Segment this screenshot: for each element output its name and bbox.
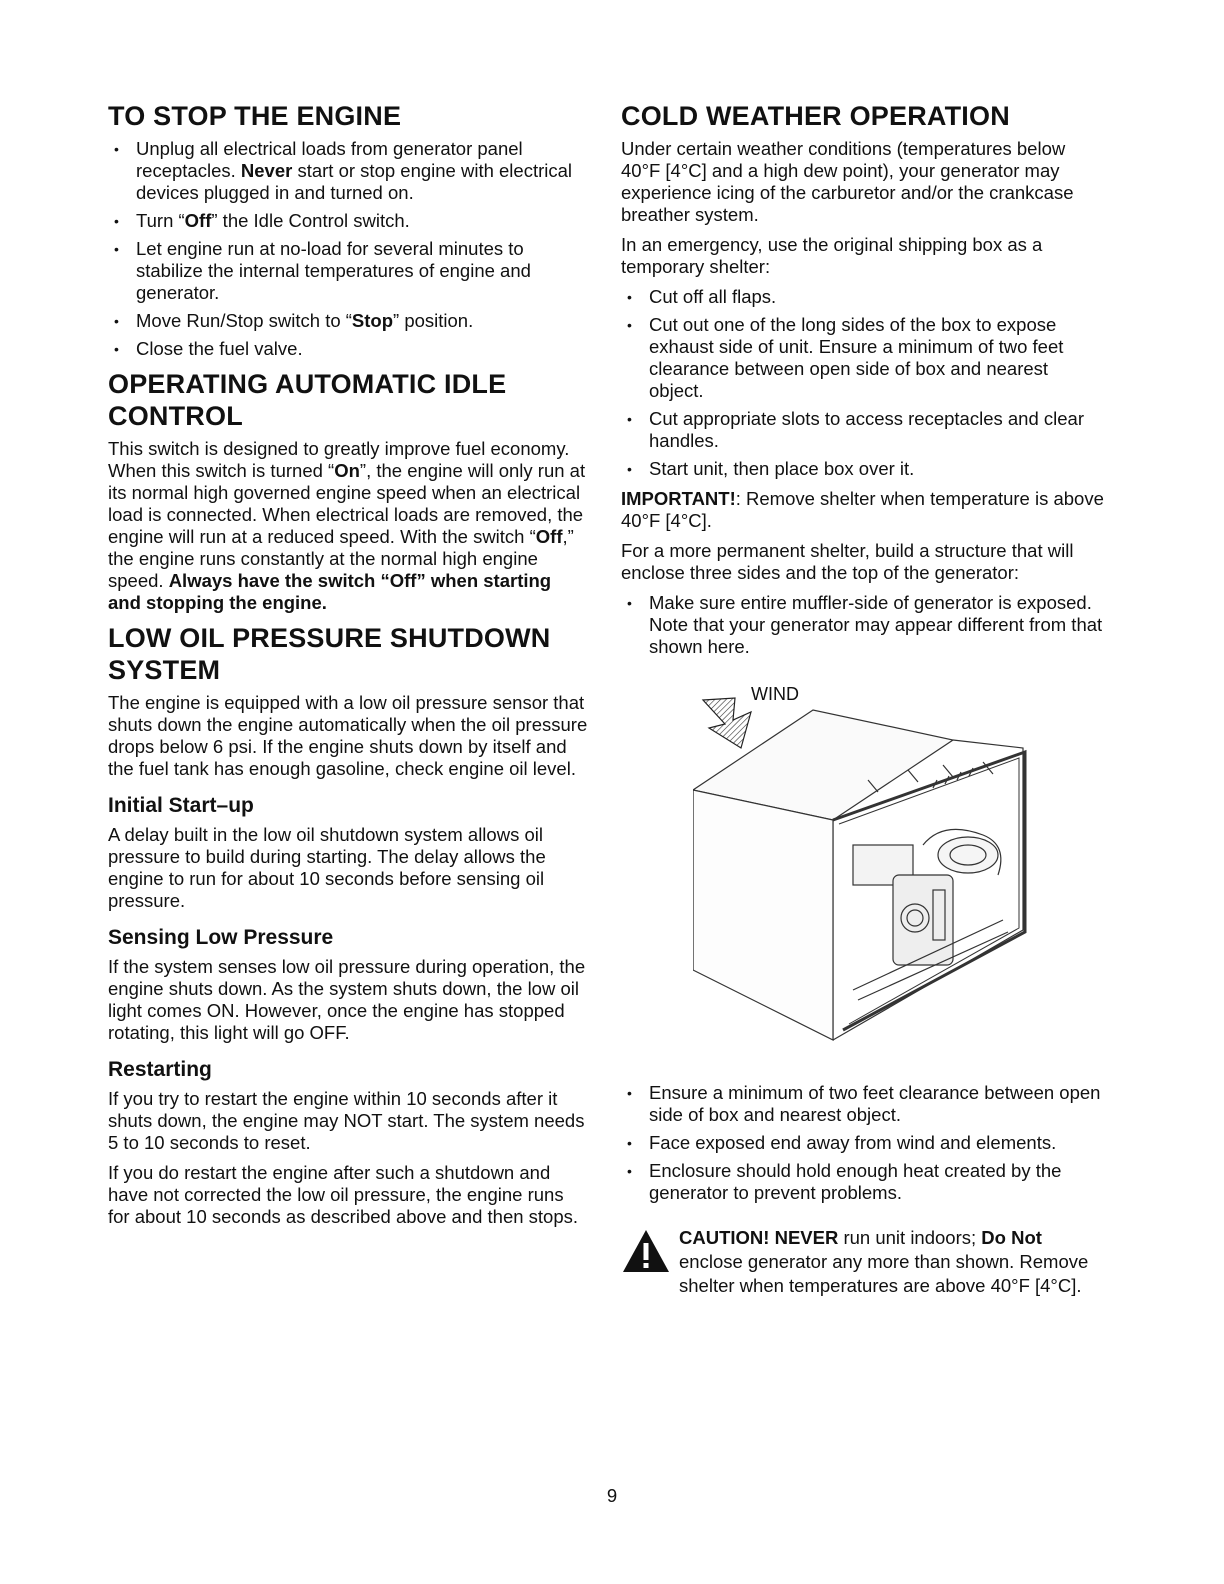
idle-control-paragraph: This switch is designed to greatly improve fuel economy. When this switch is turned “On”, the engine will only run at its normal high governed engine speed when an electrical load is connected. When electrical loads are removed, the engine will run at a reduced speed. With the switch “Off,” the engine runs constantly at the normal high engine speed. Always have the switch “Off” when starting and stopping the engine.: [108, 438, 586, 613]
cold-weather-intro-2: In an emergency, use the original shipping box as a temporary shelter:: [621, 234, 1043, 277]
restarting-paragraph-2: If you do restart the engine after such a shutdown and have not corrected the low oil pressure, the engine runs for about 10 seconds as described above and then stops.: [108, 1162, 579, 1227]
cold-weather-heading: COLD WEATHER OPERATION: [621, 101, 1010, 131]
restarting-paragraph-1: If you try to restart the engine within 10 seconds after it shuts down, the engine may NOT start. The system needs 5 to 10 seconds to reset.: [108, 1088, 585, 1153]
initial-startup-heading: Initial Start–up: [108, 794, 254, 817]
important-note: IMPORTANT!: Remove shelter when temperature is above 40°F [4°C].: [621, 488, 1104, 531]
right-column: [621, 100, 1106, 1298]
list-item: • Cut appropriate slots to access receptacles and clear handles.: [621, 408, 1106, 452]
permanent-shelter-list: [621, 592, 1106, 658]
page-number: 9: [606, 1485, 618, 1506]
initial-startup-paragraph: A delay built in the low oil shutdown system allows oil pressure to build during starting. The delay allows the engine to run for about 10 seconds before sensing oil pressure.: [108, 824, 546, 911]
list-item: • Ensure a minimum of two feet clearance between open side of box and nearest object.: [621, 1082, 1106, 1126]
sensing-paragraph: If the system senses low oil pressure during operation, the engine shuts down. As the system shuts down, the low oil light comes ON. However, once the engine has stopped rotating, this light will go OFF.: [108, 956, 586, 1043]
sensing-heading: Sensing Low Pressure: [108, 926, 334, 949]
low-oil-heading: LOW OIL PRESSURE SHUTDOWN SYSTEM: [108, 623, 551, 685]
list-item: • Turn “Off” the Idle Control switch.: [108, 210, 588, 232]
list-item: • Make sure entire muffler-side of generator is exposed. Note that your generator may appear different from that shown here.: [621, 592, 1106, 658]
warning-triangle-icon: [621, 1228, 671, 1274]
idle-control-heading: OPERATING AUTOMATIC IDLE CONTROL: [108, 369, 507, 431]
permanent-shelter-paragraph: For a more permanent shelter, build a structure that will enclose three sides and the top of the generator:: [621, 540, 1074, 583]
wind-label: WIND: [751, 684, 799, 704]
wind-arrow-icon: [703, 698, 751, 748]
stop-engine-list: [108, 138, 588, 360]
stop-engine-heading: TO STOP THE ENGINE: [108, 101, 402, 131]
list-item: • Unplug all electrical loads from generator panel receptacles. Never start or stop engine with electrical devices plugged in and turned on.: [108, 138, 588, 204]
list-item: • Enclosure should hold enough heat created by the generator to prevent problems.: [621, 1160, 1106, 1204]
left-column: [108, 100, 588, 1236]
low-oil-paragraph: The engine is equipped with a low oil pressure sensor that shuts down the engine automatically when the oil pressure drops below 6 psi. If the engine shuts down by itself and the fuel tank has enough gasoline, check engine oil level.: [108, 692, 588, 779]
list-item: • Cut out one of the long sides of the box to expose exhaust side of unit. Ensure a minimum of two feet clearance between open side of box and nearest object.: [621, 314, 1106, 402]
shelter-box-icon: [693, 710, 1025, 1040]
list-item: • Cut off all flaps.: [621, 286, 1106, 308]
cold-weather-intro-1: Under certain weather conditions (temperatures below 40°F [4°C] and a high dew point), your generator may experience icing of the carburetor and/or the crankcase breather system.: [621, 138, 1074, 225]
list-item: • Let engine run at no-load for several minutes to stabilize the internal temperatures of engine and generator.: [108, 238, 588, 304]
list-item: • Start unit, then place box over it.: [621, 458, 1106, 480]
caution-label: CAUTION!: [679, 1227, 770, 1248]
caution-block: CAUTION! NEVER run unit indoors; Do Not enclose generator any more than shown. Remove shelter when temperatures are above 40°F [4°C].: [621, 1226, 1106, 1298]
restarting-heading: Restarting: [108, 1058, 212, 1081]
list-item: • Move Run/Stop switch to “Stop” position.: [108, 310, 588, 332]
list-item: • Close the fuel valve.: [108, 338, 588, 360]
list-item: • Face exposed end away from wind and elements.: [621, 1132, 1106, 1154]
generator-shelter-illustration: [693, 670, 1053, 1070]
shelter-tips-list: [621, 1082, 1106, 1204]
shelter-steps-list: [621, 286, 1106, 480]
